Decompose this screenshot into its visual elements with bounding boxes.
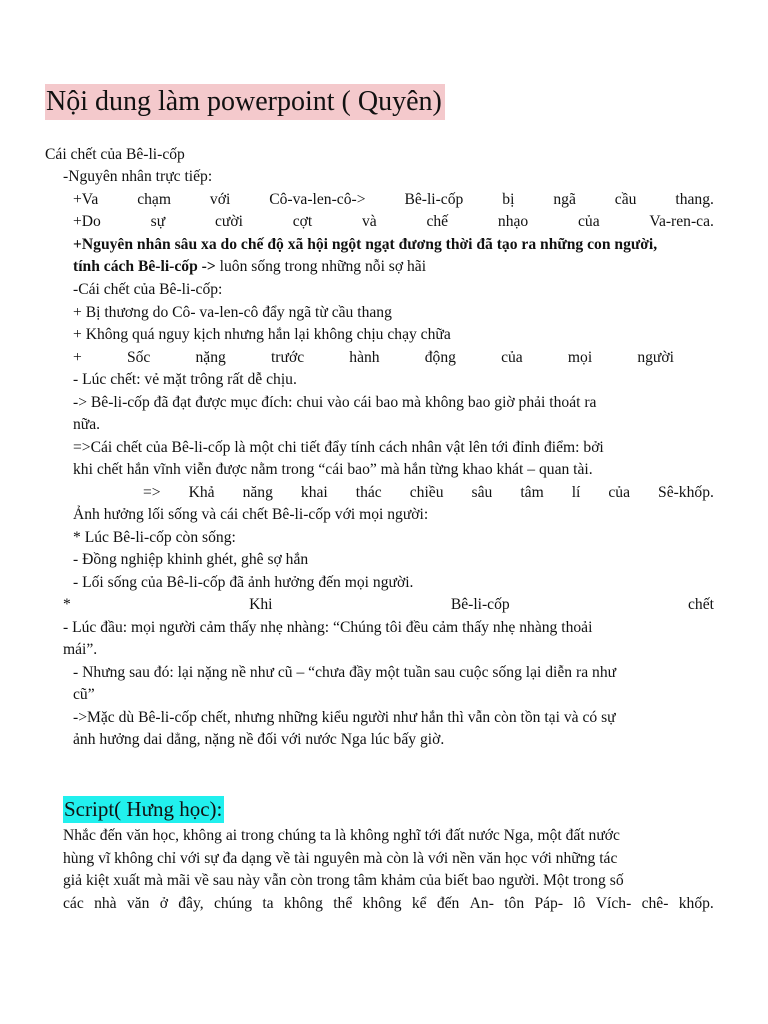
word: ta — [262, 895, 274, 912]
word: * — [63, 596, 71, 613]
word: của — [608, 484, 631, 501]
word: tôn — [504, 895, 525, 912]
word: trước — [270, 349, 305, 366]
section-heading-death: Cái chết của Bê-li-cốp — [45, 146, 185, 163]
afterwards-line-2: cũ” — [73, 686, 95, 703]
justified-line-collision — [73, 189, 714, 211]
word: mọi — [567, 349, 593, 366]
word: lô — [573, 895, 586, 912]
word: +Va — [73, 191, 99, 208]
word: kể — [411, 895, 427, 912]
colleagues-line: - Đồng nghiệp khinh ghét, ghê sợ hắn — [73, 551, 309, 568]
goal-achieved-line-1: -> Bê-li-cốp đã đạt được mục đích: chui vào cái bao mà không bao giờ phải thoát ra — [73, 394, 597, 411]
word: => — [143, 484, 161, 501]
word: cợt — [292, 213, 313, 230]
word: tâm — [520, 484, 544, 501]
script-heading: Script( Hưng học): — [64, 797, 223, 821]
word: Cô-va-len-cô-> — [269, 191, 366, 208]
word: văn — [126, 895, 150, 912]
word: nhạo — [497, 213, 529, 230]
word: chết — [688, 596, 714, 613]
deep-cause-bold: tính cách Bê-li-cốp -> — [73, 258, 216, 275]
word: ngã — [553, 191, 576, 208]
word: các — [63, 895, 84, 912]
justified-line-script-4 — [63, 893, 714, 915]
word: động — [424, 349, 456, 366]
word: không — [283, 895, 323, 912]
word: đây, — [178, 895, 204, 912]
word: nhà — [94, 895, 117, 912]
climax-detail-line-1: =>Cái chết của Bê-li-cốp là một chi tiết đẩy tính cách nhân vật lên tới đỉnh điểm: bởi — [73, 439, 604, 456]
deep-cause-rest: luôn sống trong những nỗi sợ hãi — [219, 258, 427, 275]
at-first-line-2: mái”. — [63, 641, 98, 658]
afterwards-line-1: - Nhưng sau đó: lại nặng nề như cũ – “chưa đầy một tuần sau cuộc sống lại diễn ra như — [73, 664, 617, 681]
word: Páp- — [534, 895, 564, 912]
conclusion-line-1: ->Mặc dù Bê-li-cốp chết, nhưng những kiểu người như hắn thì vẫn còn tồn tại và có sự — [73, 709, 616, 726]
word: sự — [150, 213, 166, 230]
word: bị — [502, 191, 515, 208]
word: năng — [242, 484, 273, 501]
word: của — [577, 213, 600, 230]
word: Vích- — [595, 895, 632, 912]
conclusion-line-2: ảnh hưởng dai dẳng, nặng nề đối với nước Nga lúc bấy giờ. — [73, 731, 445, 748]
word: chê- — [641, 895, 669, 912]
justified-line-chekhov-skill — [143, 482, 714, 504]
word: cầu — [614, 191, 637, 208]
deep-cause-line-2 — [73, 256, 426, 278]
while-alive-label: * Lúc Bê-li-cốp còn sống: — [73, 529, 236, 546]
direct-cause-label: -Nguyên nhân trực tiếp: — [63, 168, 213, 185]
word: chúng — [213, 895, 253, 912]
word: + — [73, 349, 82, 366]
word: hành — [349, 349, 380, 366]
justified-line-when-dead — [63, 594, 714, 616]
word: không — [362, 895, 402, 912]
word: lí — [571, 484, 581, 501]
word: khốp. — [678, 895, 714, 912]
word: và — [361, 213, 377, 230]
at-first-line-1: - Lúc đầu: mọi người cảm thấy nhẹ nhàng: “Chúng tôi đều cảm thấy nhẹ nhàng thoải — [63, 619, 593, 636]
word: Khả — [188, 484, 215, 501]
word: Bê-li-cốp — [404, 191, 464, 208]
goal-achieved-line-2: nữa. — [73, 416, 101, 433]
word: Bê-li-cốp — [450, 596, 510, 613]
word: Va-ren-ca. — [649, 213, 714, 230]
lifestyle-influence-line: - Lối sống của Bê-li-cốp đã ảnh hưởng đến mọi người. — [73, 574, 414, 591]
word: đến — [436, 895, 460, 912]
word: +Do — [73, 213, 101, 230]
page-title: Nội dung làm powerpoint ( Quyên) — [45, 84, 445, 120]
justified-line-shock — [73, 347, 674, 369]
word: sâu — [471, 484, 493, 501]
script-paragraph-line-3: giả kiệt xuất mà mãi về sau này vẫn còn trong tâm khảm của biết bao người. Một trong số — [63, 872, 624, 889]
word: ở — [159, 895, 168, 912]
not-critical-line: + Không quá nguy kịch nhưng hắn lại không chịu chạy chữa — [73, 326, 451, 343]
word: Sê-khốp. — [658, 484, 714, 501]
injury-line: + Bị thương do Cô- va-len-cô đẩy ngã từ cầu thang — [73, 304, 392, 321]
word: với — [209, 191, 231, 208]
word: chiều — [409, 484, 444, 501]
word: khai — [300, 484, 328, 501]
justified-line-mockery — [73, 211, 714, 233]
word: thang. — [675, 191, 714, 208]
moment-of-death-line: - Lúc chết: vẻ mặt trông rất dễ chịu. — [73, 371, 297, 388]
word: cười — [214, 213, 243, 230]
word: Khi — [249, 596, 273, 613]
script-paragraph-line-1: Nhắc đến văn học, không ai trong chúng ta là không nghĩ tới đất nước Nga, một đất nước — [63, 827, 620, 844]
word: Sốc — [126, 349, 151, 366]
word: chạm — [137, 191, 171, 208]
death-of-belikov-label: -Cái chết của Bê-li-cốp: — [73, 281, 223, 298]
word: của — [501, 349, 523, 366]
word: thác — [355, 484, 382, 501]
word: chế — [426, 213, 449, 230]
climax-detail-line-2: khi chết hắn vĩnh viễn được nằm trong “cái bao” mà hắn từng khao khát – quan tài. — [73, 461, 593, 478]
deep-cause-line-1: +Nguyên nhân sâu xa do chế độ xã hội ngột ngạt đương thời đã tạo ra những con người, — [73, 236, 658, 253]
script-paragraph-line-2: hùng vĩ không chỉ với sự đa dạng về tài nguyên mà còn là với nền văn học với những tác — [63, 850, 618, 867]
word: thể — [333, 895, 353, 912]
word: nặng — [195, 349, 226, 366]
section-heading-influence: Ảnh hưởng lối sống và cái chết Bê-li-cốp với mọi người: — [73, 506, 429, 523]
word: An- — [469, 895, 494, 912]
word: người — [637, 349, 674, 366]
